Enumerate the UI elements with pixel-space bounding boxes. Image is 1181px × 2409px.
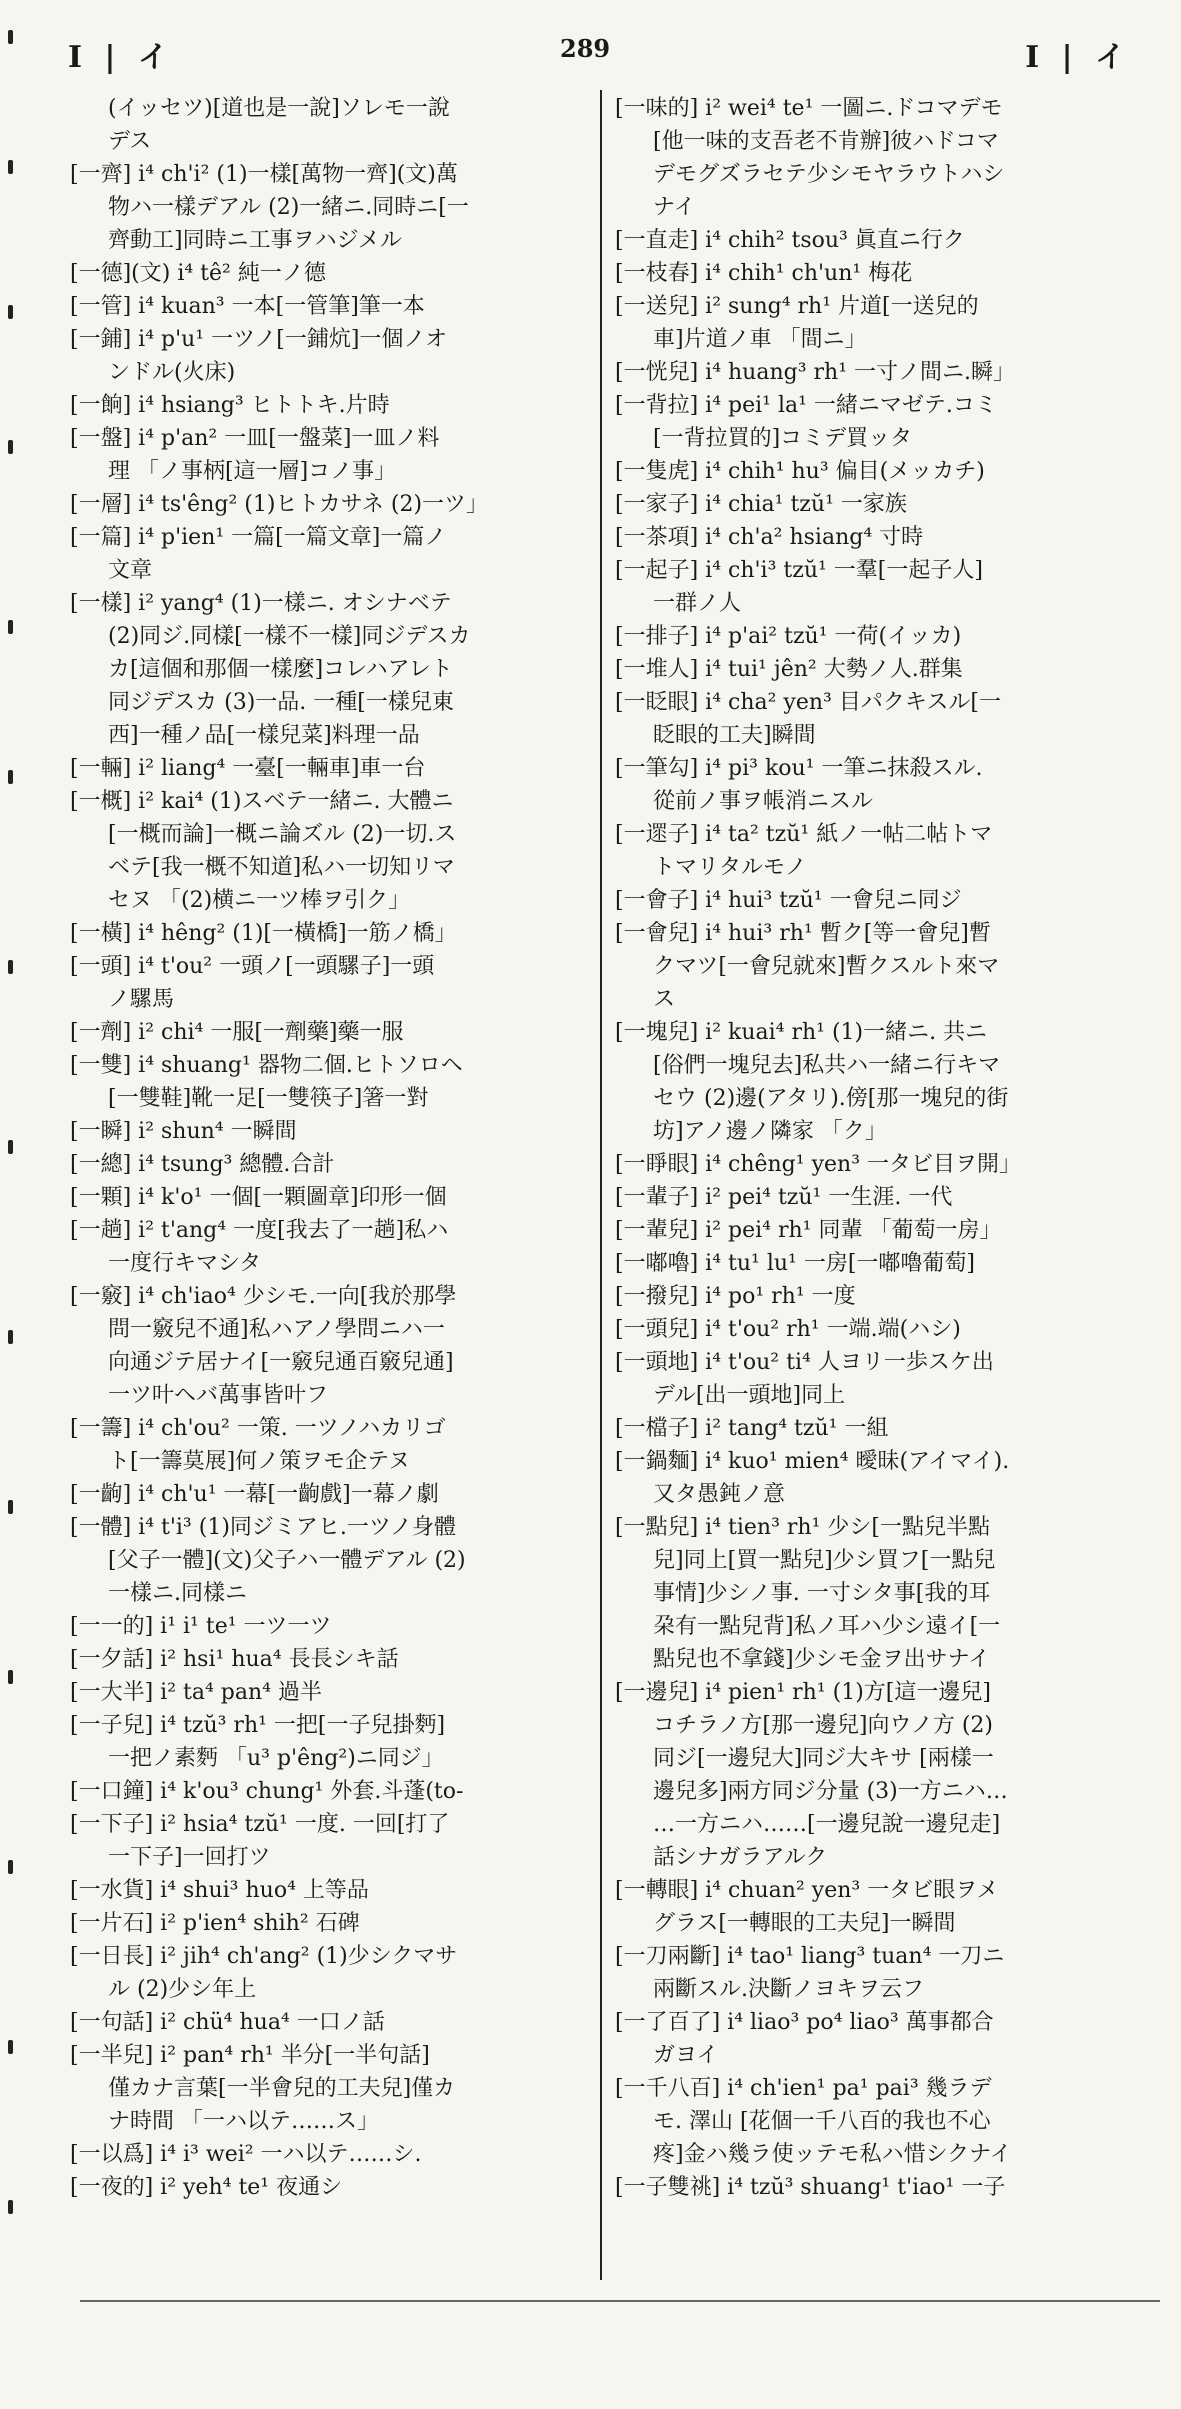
entry-continuation-line: 坊]アノ邊ノ隣家 「ク」 bbox=[653, 1119, 887, 1144]
dictionary-entry-line: [一竅] i⁴ ch'iao⁴ 少シモ.一向[我於那學 bbox=[70, 1284, 457, 1309]
dictionary-entry-line: [一齣] i⁴ ch'u¹ 一幕[一齣戲]一幕ノ劇 bbox=[70, 1482, 439, 1507]
dictionary-entry-line: [一撥兒] i⁴ po¹ rh¹ 一度 bbox=[615, 1284, 856, 1309]
entry-continuation-line: 從前ノ事ヲ帳消ニスル bbox=[653, 789, 874, 814]
entry-continuation-line: …一方ニハ……[一邊兒說一邊兒走] bbox=[653, 1812, 1001, 1837]
dictionary-entry-line: [一鋪] i⁴ p'u¹ 一ツノ[一鋪炕]一個ノオ bbox=[70, 327, 448, 352]
entry-continuation-line: 話シナガラアルク bbox=[653, 1845, 828, 1870]
entry-continuation-line: 物ハ一樣デアル (2)一緒ニ.同時ニ[一 bbox=[108, 195, 469, 220]
dictionary-entry-line: [一筆勾] i⁴ pi³ kou¹ 一筆ニ抹殺スル. bbox=[615, 756, 983, 781]
entry-continuation-line: トマリタルモノ bbox=[653, 855, 807, 880]
dictionary-entry-line: [一嘟嚕] i⁴ tu¹ lu¹ 一房[一嘟嚕葡萄] bbox=[615, 1251, 976, 1276]
entry-continuation-line: カ[這個和那個一樣麼]コレハアレト bbox=[108, 657, 453, 682]
entry-continuation-line: 同ジ[一邊兒大]同ジ大キサ [兩樣一 bbox=[653, 1746, 994, 1771]
binding-mark bbox=[8, 1670, 13, 1684]
entry-continuation-line: 西]一種ノ品[一樣兒菜]料理一品 bbox=[108, 723, 420, 748]
dictionary-entry-line: [一隻虎] i⁴ chih¹ hu³ 偏目(メッカチ) bbox=[615, 459, 985, 484]
dictionary-entry-line: [一直走] i⁴ chih² tsou³ 眞直ニ行ク bbox=[615, 228, 965, 253]
entry-continuation-line: デス bbox=[108, 129, 152, 154]
dictionary-entry-line: [一頭地] i⁴ t'ou² ti⁴ 人ヨリ一歩スケ出 bbox=[615, 1350, 994, 1375]
entry-continuation-line: セウ (2)邊(アタリ).傍[那一塊兒的街 bbox=[653, 1086, 1009, 1111]
dictionary-entry-line: [一頭兒] i⁴ t'ou² rh¹ 一端.端(ハシ) bbox=[615, 1317, 961, 1342]
entry-continuation-line: 邊兒多]兩方同ジ分量 (3)一方ニハ… bbox=[653, 1779, 1008, 1804]
dictionary-entry-line: [一管] i⁴ kuan³ 一本[一管筆]筆一本 bbox=[70, 294, 425, 319]
dictionary-entry-line: [一起子] i⁴ ch'i³ tzŭ¹ 一羣[一起子人] bbox=[615, 558, 983, 583]
entry-continuation-line: クマツ[一會兒就來]暫クスルト來マ bbox=[653, 954, 1000, 979]
entry-continuation-line: 一群ノ人 bbox=[653, 591, 742, 616]
dictionary-entry-line: [一顆] i⁴ k'o¹ 一個[一顆圖章]印形一個 bbox=[70, 1185, 447, 1210]
dictionary-entry-line: [一夕話] i² hsi¹ hua⁴ 長長シキ話 bbox=[70, 1647, 399, 1672]
entry-continuation-line: 兩斷スル.決斷ノヨキヲ云フ bbox=[653, 1977, 924, 2002]
dictionary-entry-line: [一輩兒] i² pei⁴ rh¹ 同輩 「葡萄一房」 bbox=[615, 1218, 1002, 1243]
entry-continuation-line: [父子一體](文)父子ハ一體デアル (2) bbox=[108, 1548, 466, 1573]
entry-continuation-line: [一雙鞋]靴一足[一雙筷子]箸一對 bbox=[108, 1086, 429, 1111]
entry-continuation-line: 理 「ノ事柄[這一層]コノ事」 bbox=[108, 459, 397, 484]
entry-continuation-line: ナ時間 「一ハ以テ……ス」 bbox=[108, 2109, 379, 2134]
entry-continuation-line: 文章 bbox=[108, 558, 153, 583]
binding-edge bbox=[0, 0, 20, 2409]
entry-continuation-line: グラス[一轉眼的工夫兒]一瞬間 bbox=[653, 1911, 956, 1936]
dictionary-entry-line: [一鍋麵] i⁴ kuo¹ mien⁴ 曖昧(アイマイ). bbox=[615, 1449, 1010, 1474]
binding-mark bbox=[8, 2040, 13, 2054]
dictionary-entry-line: [一恍兒] i⁴ huang³ rh¹ 一寸ノ間ニ.瞬」 bbox=[615, 360, 1016, 385]
dictionary-entry-line: [一了百了] i⁴ liao³ po⁴ liao³ 萬事都合 bbox=[615, 2010, 994, 2035]
dictionary-entry-line: [一概] i² kai⁴ (1)スベテ一緒ニ. 大體ニ bbox=[70, 789, 454, 814]
dictionary-entry-line: [一會子] i⁴ hui³ tzŭ¹ 一會兒ニ同ジ bbox=[615, 888, 962, 913]
dictionary-entry-line: [一餉] i⁴ hsiang³ ヒトトキ.片時 bbox=[70, 393, 390, 418]
bottom-rule bbox=[80, 2300, 1160, 2302]
dictionary-entry-line: [一層] i⁴ ts'êng² (1)ヒトカサネ (2)一ツ」 bbox=[70, 492, 489, 517]
dictionary-entry-line: [一下子] i² hsia⁴ tzŭ¹ 一度. 一回[打了 bbox=[70, 1812, 450, 1837]
dictionary-entry-line: [一樣] i² yang⁴ (1)一樣ニ. オシナベテ bbox=[70, 591, 452, 616]
entry-continuation-line: [他一味的支吾老不肯辦]彼ハドコマ bbox=[653, 129, 999, 154]
dictionary-entry-line: [一德](文) i⁴ tê² 純一ノ德 bbox=[70, 261, 326, 286]
entry-continuation-line: 一度行キマシタ bbox=[108, 1251, 262, 1276]
dictionary-entry-line: [一輛] i² liang⁴ 一臺[一輛車]車一台 bbox=[70, 756, 426, 781]
dictionary-entry-line: [一趟] i² t'ang⁴ 一度[我去了一趟]私ハ bbox=[70, 1218, 449, 1243]
dictionary-entry-line: [一轉眼] i⁴ chuan² yen³ 一タビ眼ヲメ bbox=[615, 1878, 999, 1903]
page-header bbox=[0, 22, 1181, 75]
entry-continuation-line: 車]片道ノ車 「間ニ」 bbox=[653, 327, 867, 352]
dictionary-entry-line: [一一的] i¹ i¹ te¹ 一ツ一ツ bbox=[70, 1614, 332, 1639]
entry-continuation-line: [一背拉買的]コミデ買ッタ bbox=[653, 426, 913, 451]
entry-continuation-line: 兒]同上[買一點兒]少シ買フ[一點兒 bbox=[653, 1548, 996, 1573]
entry-continuation-line: セヌ 「(2)横ニ一ツ棒ヲ引ク」 bbox=[108, 888, 411, 913]
entry-continuation-line: 點兒也不拿錢]少シモ金ヲ出サナイ bbox=[653, 1647, 991, 1672]
entry-continuation-line: 齊動工]同時ニ工事ヲハジメル bbox=[108, 228, 402, 253]
entry-continuation-line: [俗們一塊兒去]私共ハ一緒ニ行キマ bbox=[653, 1053, 1001, 1078]
dictionary-entry-line: [一總] i⁴ tsung³ 總體.合計 bbox=[70, 1152, 335, 1177]
header-right-radical: I | イ bbox=[1025, 40, 1131, 75]
entry-continuation-line: 又タ愚鈍ノ意 bbox=[653, 1482, 786, 1507]
column-divider bbox=[600, 90, 602, 2280]
dictionary-entry-line: [一頭] i⁴ t'ou² 一頭ノ[一頭騾子]一頭 bbox=[70, 954, 435, 979]
dictionary-entry-line: [一夜的] i² yeh⁴ te¹ 夜通シ bbox=[70, 2175, 343, 2200]
dictionary-entry-line: [一瞬] i² shun⁴ 一瞬間 bbox=[70, 1119, 297, 1144]
dictionary-entry-line: [一堆人] i⁴ tui¹ jên² 大勢ノ人.群集 bbox=[615, 657, 963, 682]
entry-continuation-line: デモグズラセテ少シモヤラウトハシ bbox=[653, 162, 1005, 187]
entry-continuation-line: 朶有一點兒背]私ノ耳ハ少シ遠イ[一 bbox=[653, 1614, 1001, 1639]
entry-continuation-line: モ. 澤山 [花個一千八百的我也不心 bbox=[653, 2109, 991, 2134]
dictionary-entry-line: [一體] i⁴ t'i³ (1)同ジミアヒ.一ツノ身體 bbox=[70, 1515, 457, 1540]
dictionary-entry-line: [一塊兒] i² kuai⁴ rh¹ (1)一緒ニ. 共ニ bbox=[615, 1020, 988, 1045]
dictionary-entry-line: [一會兒] i⁴ hui³ rh¹ 暫ク[等一會兒]暫 bbox=[615, 921, 991, 946]
binding-mark bbox=[8, 960, 13, 974]
page-number: 289 bbox=[560, 34, 611, 63]
entry-continuation-line: デル[出一頭地]同上 bbox=[653, 1383, 846, 1408]
entry-continuation-line: 同ジデスカ (3)一品. 一種[一樣兒東 bbox=[108, 690, 454, 715]
entry-continuation-line: 一把ノ素麪 「u³ p'êng²)ニ同ジ」 bbox=[108, 1746, 444, 1771]
binding-mark bbox=[8, 1330, 13, 1344]
binding-mark bbox=[8, 305, 13, 319]
entry-continuation-line: 一樣ニ.同樣ニ bbox=[108, 1581, 247, 1606]
entry-continuation-line: 疼]金ハ幾ラ使ッテモ私ハ惜シクナイ bbox=[653, 2142, 1012, 2167]
dictionary-entry-line: [一輩子] i² pei⁴ tzŭ¹ 一生涯. 一代 bbox=[615, 1185, 953, 1210]
dictionary-entry-line: [一盤] i⁴ p'an² 一皿[一盤菜]一皿ノ料 bbox=[70, 426, 440, 451]
binding-mark bbox=[8, 160, 13, 174]
dictionary-entry-line: [一枝春] i⁴ chih¹ ch'un¹ 梅花 bbox=[615, 261, 913, 286]
dictionary-entry-line: [一雙] i⁴ shuang¹ 器物二個.ヒトソロヘ bbox=[70, 1053, 463, 1078]
binding-mark bbox=[8, 620, 13, 634]
entry-continuation-line: ナイ bbox=[653, 195, 696, 220]
entry-continuation-line: 僅カナ言葉[一半會兒的工夫兒]僅カ bbox=[108, 2076, 456, 2101]
binding-mark bbox=[8, 440, 13, 454]
dictionary-entry-line: [一背拉] i⁴ pei¹ la¹ 一緒ニマゼテ.コミ bbox=[615, 393, 997, 418]
binding-mark bbox=[8, 2200, 13, 2214]
entry-continuation-line: コチラノ方[那一邊兒]向ウノ方 (2) bbox=[653, 1713, 994, 1738]
dictionary-entry-line: [一籌] i⁴ ch'ou² 一策. 一ツノハカリゴ bbox=[70, 1416, 446, 1441]
binding-mark bbox=[8, 1860, 13, 1874]
binding-mark bbox=[8, 1140, 13, 1154]
entry-continuation-line: 問一竅兒不通]私ハアノ學問ニハ一 bbox=[108, 1317, 445, 1342]
dictionary-entry-line: [一句話] i² chü⁴ hua⁴ 一口ノ話 bbox=[70, 2010, 385, 2035]
dictionary-entry-line: [一茶項] i⁴ ch'a² hsiang⁴ 寸時 bbox=[615, 525, 924, 550]
dictionary-entry-line: [一邊兒] i⁴ pien¹ rh¹ (1)方[這一邊兒] bbox=[615, 1680, 991, 1705]
dictionary-entry-line: [一口鐘] i⁴ k'ou³ chung¹ 外套.斗蓬(to- bbox=[70, 1779, 464, 1804]
entry-continuation-line: 一下子]一回打ツ bbox=[108, 1845, 271, 1870]
right-column bbox=[615, 92, 1145, 2204]
dictionary-entry-line: [一刀兩斷] i⁴ tao¹ liang³ tuan⁴ 一刀ニ bbox=[615, 1944, 1005, 1969]
entry-continuation-line: 一ツ叶ヘバ萬事皆叶フ bbox=[108, 1383, 329, 1408]
entry-continuation-line: ガヨイ bbox=[653, 2043, 719, 2068]
dictionary-entry-line: [一大半] i² ta⁴ pan⁴ 過半 bbox=[70, 1680, 322, 1705]
dictionary-entry-line: [一半兒] i² pan⁴ rh¹ 半分[一半句話] bbox=[70, 2043, 430, 2068]
dictionary-entry-line: [一眨眼] i⁴ cha² yen³ 目パクキスル[一 bbox=[615, 690, 1002, 715]
dictionary-entry-line: [一睜眼] i⁴ chêng¹ yen³ 一タビ目ヲ開」 bbox=[615, 1152, 1022, 1177]
entry-continuation-line: (イッセツ)[道也是一說]ソレモ一說 bbox=[108, 96, 450, 121]
header-left-radical: I | イ bbox=[68, 40, 174, 75]
entry-continuation-line: 向通ジテ居ナイ[一竅兒通百竅兒通] bbox=[108, 1350, 454, 1375]
entry-continuation-line: (2)同ジ.同樣[一樣不一樣]同ジデスカ bbox=[108, 624, 471, 649]
dictionary-entry-line: [一以爲] i⁴ i³ wei² 一ハ以テ……シ. bbox=[70, 2142, 422, 2167]
entry-continuation-line: ス bbox=[653, 987, 676, 1012]
entry-continuation-line: ノ騾馬 bbox=[108, 987, 175, 1012]
entry-continuation-line: ベテ[我一概不知道]私ハ一切知リマ bbox=[108, 855, 455, 880]
dictionary-entry-line: [一點兒] i⁴ tien³ rh¹ 少シ[一點兒半點 bbox=[615, 1515, 990, 1540]
dictionary-entry-line: [一排子] i⁴ p'ai² tzŭ¹ 一荷(イッカ) bbox=[615, 624, 962, 649]
dictionary-entry-line: [一送兒] i² sung⁴ rh¹ 片道[一送兒的 bbox=[615, 294, 979, 319]
binding-mark bbox=[8, 1500, 13, 1514]
binding-mark bbox=[8, 770, 13, 784]
dictionary-entry-line: [一家子] i⁴ chia¹ tzŭ¹ 一家族 bbox=[615, 492, 907, 517]
dictionary-entry-line: [一子雙祧] i⁴ tzŭ³ shuang¹ t'iao¹ 一子 bbox=[615, 2175, 1006, 2200]
entry-continuation-line: 事情]少シノ事. 一寸シタ事[我的耳 bbox=[653, 1581, 991, 1606]
dictionary-entry-line: [一篇] i⁴ p'ien¹ 一篇[一篇文章]一篇ノ bbox=[70, 525, 447, 550]
dictionary-entry-line: [一日長] i² jih⁴ ch'ang² (1)少シクマサ bbox=[70, 1944, 458, 1969]
entry-continuation-line: [一概而論]一概ニ論ズル (2)一切.ス bbox=[108, 822, 457, 847]
dictionary-entry-line: [一橫] i⁴ hêng² (1)[一橫橋]一筋ノ橋」 bbox=[70, 921, 457, 946]
left-column bbox=[70, 92, 590, 2204]
entry-continuation-line: ト[一籌莫展]何ノ策ヲモ企テヌ bbox=[108, 1449, 411, 1474]
entry-continuation-line: 眨眼的工夫]瞬間 bbox=[653, 723, 816, 748]
dictionary-entry-line: [一味的] i² wei⁴ te¹ 一圖ニ.ドコマデモ bbox=[615, 96, 1003, 121]
dictionary-entry-line: [一齊] i⁴ ch'i² (1)一樣[萬物一齊](文)萬 bbox=[70, 162, 458, 187]
entry-continuation-line: ンドル(火床) bbox=[108, 360, 236, 385]
dictionary-entry-line: [一檔子] i² tang⁴ tzŭ¹ 一組 bbox=[615, 1416, 889, 1441]
dictionary-entry-line: [一劑] i² chi⁴ 一服[一劑藥]藥一服 bbox=[70, 1020, 404, 1045]
dictionary-entry-line: [一遝子] i⁴ ta² tzŭ¹ 紙ノ一帖二帖トマ bbox=[615, 822, 993, 847]
entry-continuation-line: ル (2)少シ年上 bbox=[108, 1977, 257, 2002]
dictionary-entry-line: [一千八百] i⁴ ch'ien¹ pa¹ pai³ 幾ラデ bbox=[615, 2076, 992, 2101]
dictionary-entry-line: [一子兒] i⁴ tzŭ³ rh¹ 一把[一子兒掛麪] bbox=[70, 1713, 446, 1738]
dictionary-entry-line: [一水貨] i⁴ shui³ huo⁴ 上等品 bbox=[70, 1878, 369, 1903]
dictionary-entry-line: [一片石] i² p'ien⁴ shih² 石碑 bbox=[70, 1911, 360, 1936]
